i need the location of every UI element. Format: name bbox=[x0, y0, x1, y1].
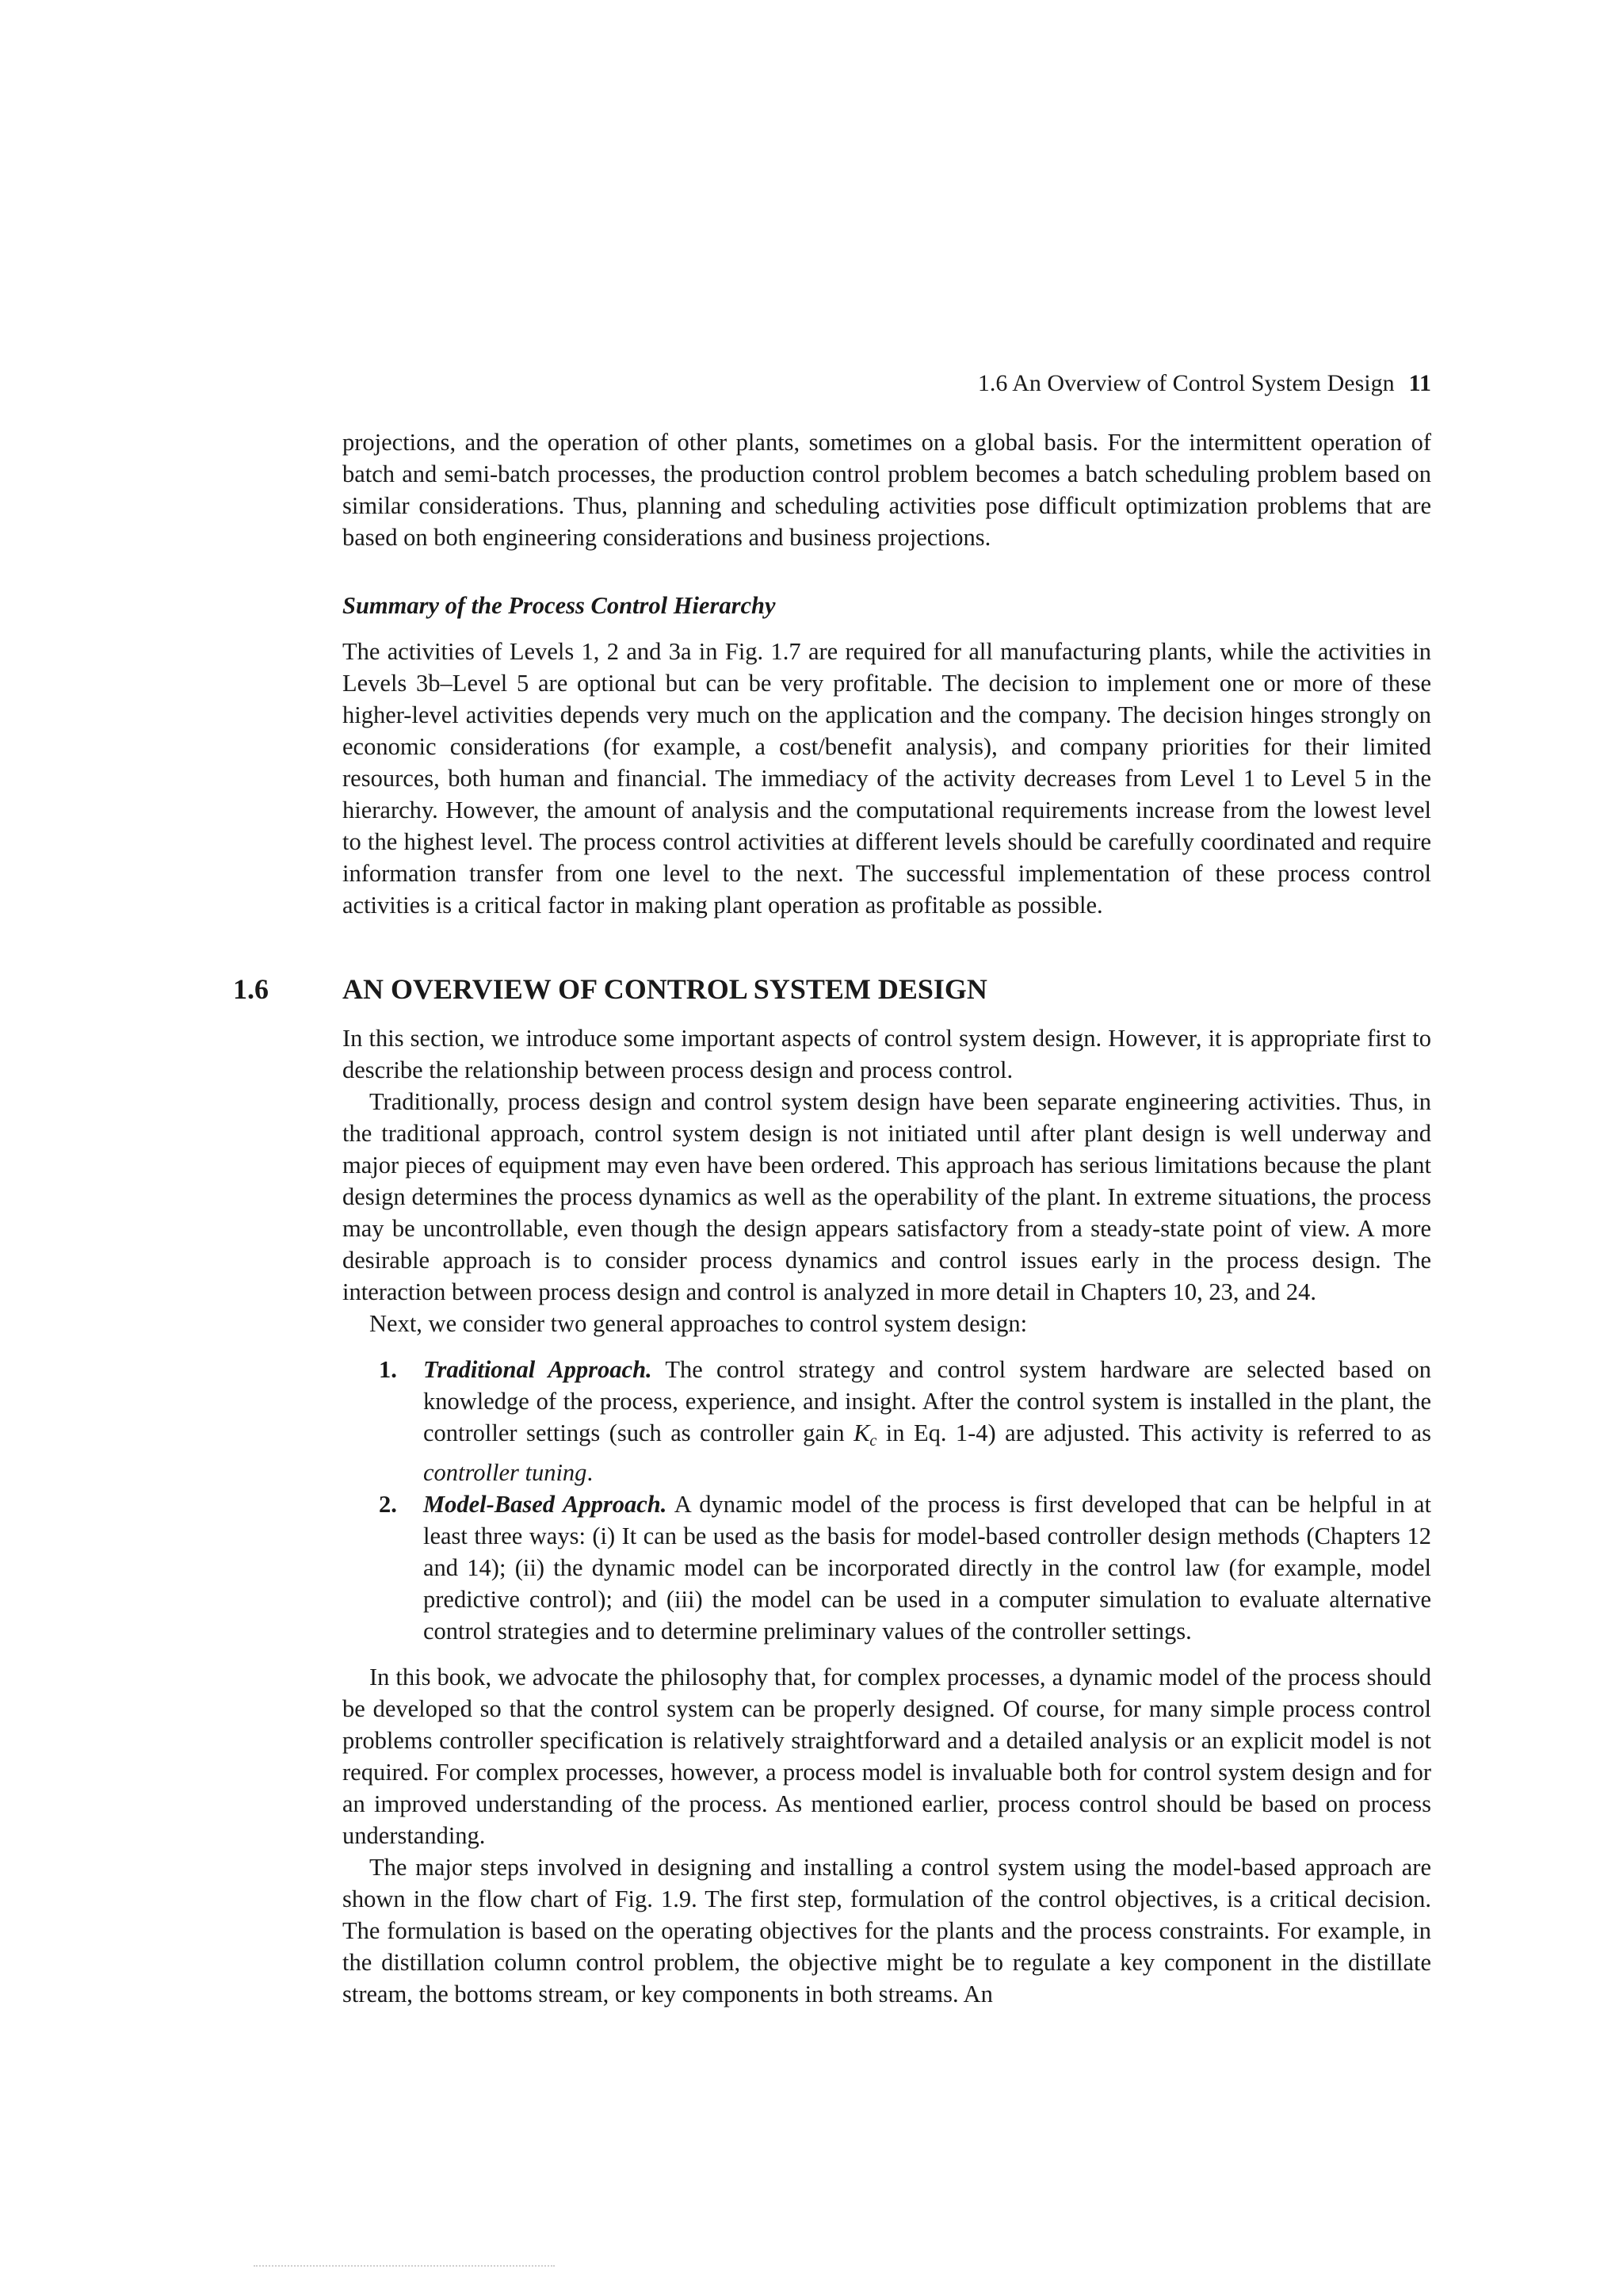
list-marker: 1. bbox=[379, 1356, 397, 1383]
list-item-traditional bbox=[366, 1354, 1431, 1488]
approaches-list bbox=[342, 1354, 1431, 1647]
list-item-term: Model-Based Approach. bbox=[423, 1491, 667, 1518]
continued-paragraph-text: projections, and the operation of other plants, sometimes on a global basis. For the intermittent operation of batch and semi-batch processes, the production control problem becomes a batch scheduling problem based on similar considerations. Thus, planning and scheduling activities pose difficult optimization problems that are based on both engineering considerations and business projections. bbox=[342, 429, 1431, 551]
summary-subheading bbox=[342, 590, 1431, 621]
list-item-text: A dynamic model of the process is first developed that can be helpful in at least three ways: (i) It can be used as the basis for model-based controller design methods (Chapters 12 and 14); (ii) the dynamic model can be incorporated directly in the control law (for example, model predictive control); and (iii) the model can be used in a computer simulation to evaluate alternative control strategies and to determine preliminary values of the controller settings. bbox=[423, 1491, 1432, 1645]
paragraph-traditional: Traditionally, process design and control system design have been separate engineering activities. Thus, in the traditional approach, control system design is not initiated until after plant design is well underway and major pieces of equipment may even have been ordered. This approach has serious limitations because the plant design determines the process dynamics as well as the operability of the plant. In extreme situations, the process may be uncontrollable, even though the design appears satisfactory from a steady-state point of view. A more desirable approach is to consider process dynamics and control issues early in the process design. The interaction between process design and control is analyzed in more detail in Chapters 10, 23, and 24. bbox=[342, 1088, 1431, 1305]
section-title: AN OVERVIEW OF CONTROL SYSTEM DESIGN bbox=[342, 973, 987, 1005]
continued-paragraph bbox=[342, 426, 1431, 553]
list-item-text: in Eq. 1-4) are adjusted. This activity is referred to as bbox=[876, 1419, 1431, 1446]
summary-paragraph bbox=[342, 636, 1431, 921]
paragraph-intro: In this section, we introduce some important aspects of control system design. However, it is appropriate first to describe the relationship between process design and process control. bbox=[342, 1025, 1431, 1083]
running-head bbox=[924, 368, 1431, 399]
summary-subheading-text: Summary of the Process Control Hierarchy bbox=[342, 592, 776, 619]
list-item-text: . bbox=[586, 1459, 594, 1486]
section-number: 1.6 bbox=[233, 973, 269, 1005]
page-number: 11 bbox=[1408, 370, 1431, 396]
list-item-model-based bbox=[366, 1488, 1431, 1647]
paragraph-steps: The major steps involved in designing and installing a control system using the model-based approach are shown in the flow chart of Fig. 1.9. The first step, formulation of the control objectives, is a critical decision. The formulation is based on the operating objectives for the plants and the process constraints. For example, in the distillation column control problem, the objective might be to regulate a key component in the distillate stream, the bottoms stream, or key components in both streams. An bbox=[342, 1854, 1431, 2008]
scan-noise bbox=[254, 2265, 555, 2270]
gain-symbol: K bbox=[854, 1419, 870, 1446]
emphasis-term: controller tuning bbox=[423, 1459, 587, 1486]
paragraph-next: Next, we consider two general approaches to control system design: bbox=[369, 1310, 1028, 1337]
running-head-section: 1.6 An Overview of Control System Design bbox=[977, 370, 1395, 396]
summary-paragraph-text: The activities of Levels 1, 2 and 3a in Fig. 1.7 are required for all manufacturing plants, while the activities in Levels 3b–Level 5 are optional but can be very profitable. The decision to implement one or more of these higher-level activities depends very much on the application and the company. The decision hinges strongly on economic considerations (for example, a cost/benefit analysis), and company priorities for their limited resources, both human and financial. The immediacy of the activity decreases from Level 1 to Level 5 in the hierarchy. However, the amount of analysis and the computational requirements increase from the lowest level to the highest level. The process control activities at different levels should be carefully coordinated and require information transfer from one level to the next. The successful implementation of these process control activities is a critical factor in making plant operation as profitable as possible. bbox=[342, 638, 1431, 919]
section-body bbox=[342, 1022, 1431, 2010]
list-item-text: The control strategy and control system hardware are selected based on knowledge of the process, experience, and insight. After the control system is installed in the plant, the controller settings (such as controller gain bbox=[423, 1356, 1431, 1446]
gain-subscript: c bbox=[869, 1432, 877, 1450]
list-item-term: Traditional Approach. bbox=[423, 1356, 652, 1383]
list-marker: 2. bbox=[379, 1491, 397, 1518]
paragraph-philosophy: In this book, we advocate the philosophy that, for complex processes, a dynamic model of the process should be developed so that the control system can be properly designed. Of course, for many simple process control problems controller specification is relatively straightforward and a detailed analysis or an explicit model is not required. For complex processes, however, a process model is invaluable both for control system design and for an improved understanding of the process. As mentioned earlier, process control should be based on process understanding. bbox=[342, 1664, 1431, 1849]
section-heading bbox=[233, 970, 1431, 1008]
